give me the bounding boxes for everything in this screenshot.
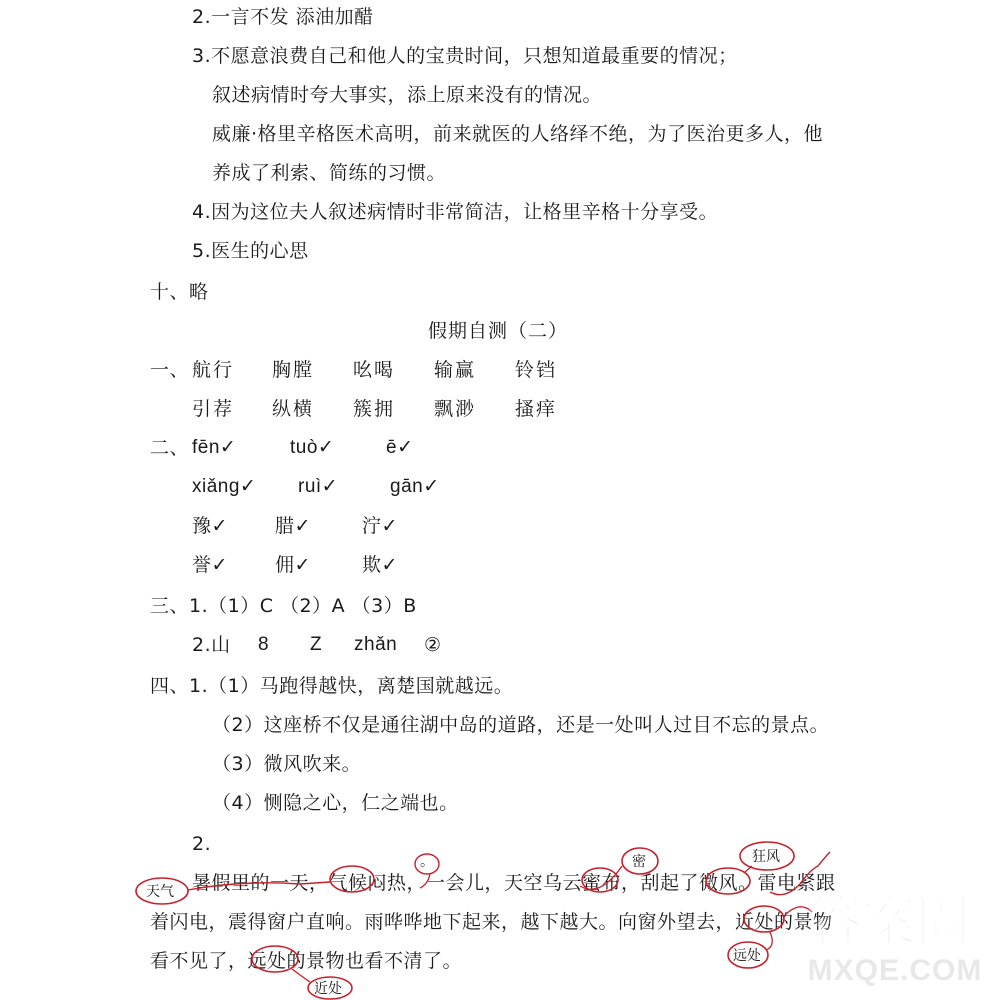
part2-item: tuò✓ xyxy=(290,437,335,458)
part2-item: 泞✓ xyxy=(362,515,398,537)
watermark xyxy=(800,878,990,988)
part1-word: 纵横 xyxy=(272,398,315,420)
part2-item: 豫✓ xyxy=(192,515,228,537)
watermark-logo-icon xyxy=(800,878,990,958)
part2-item: 誉✓ xyxy=(192,554,228,576)
part1-word: 簇拥 xyxy=(353,398,396,420)
answer-9-2: 2.一言不发 添油加醋 xyxy=(192,6,374,28)
handwriting-tianqi: 天气 xyxy=(146,884,174,900)
part1-word: 胸膛 xyxy=(272,359,315,381)
handwriting-kuangfeng: 狂风 xyxy=(752,849,780,865)
answer-9-3-line4: 养成了利索、简练的习惯。 xyxy=(212,162,447,184)
handwriting-yuanchu: 远处 xyxy=(733,948,761,964)
answer-9-3-line1: 3.不愿意浪费自己和他人的宝贵时间，只想知道最重要的情况； xyxy=(192,45,738,67)
corrected-paragraph-line3: 看不见了，远处的景物也看不清了。 xyxy=(150,950,463,972)
handwriting-dot: 。 xyxy=(420,854,434,870)
corrected-paragraph-line1: 暑假里的一天，气候闷热，一会儿，天空乌云蜜布，刮起了微风。雷电紧跟 xyxy=(192,872,836,894)
part4-sentence-4: （4）恻隐之心，仁之端也。 xyxy=(212,792,459,814)
answer-9-3-line2: 叙述病情时夸大事实，添上原来没有的情况。 xyxy=(212,84,603,106)
part3-line1: 三、1.（1）C （2）A （3）B xyxy=(150,595,417,617)
answer-9-5: 5.医生的心思 xyxy=(192,240,309,262)
part2-item: xiǎng✓ xyxy=(192,476,257,497)
part3-item: 2.山 xyxy=(192,634,231,656)
part1-word: 飘渺 xyxy=(434,398,477,420)
part4-q2: 2. xyxy=(192,833,212,855)
part1-word: 引荐 xyxy=(192,398,235,420)
part2-item: fēn✓ xyxy=(192,437,237,458)
corrected-paragraph-line2: 着闪电，震得窗户直响。雨哗哗地下起来，越下越大。向窗外望去，近处的景物 xyxy=(150,911,833,933)
part1-word: 输赢 xyxy=(434,359,477,381)
part3-item: ② xyxy=(424,634,442,656)
part3-item: zhǎn xyxy=(354,634,398,655)
part2-item: 佣✓ xyxy=(275,554,311,576)
part1-word: 吆喝 xyxy=(353,359,396,381)
watermark-glyphs: 答案圈 xyxy=(808,890,970,953)
answer-9-3-line3: 威廉·格里辛格医术高明，前来就医的人络绎不绝，为了医治更多人，他 xyxy=(212,123,824,145)
part2-item: 欺✓ xyxy=(362,554,398,576)
part2-label: 二、 xyxy=(150,437,190,459)
part4-line1: 四、1.（1）马跑得越快，离楚国就越远。 xyxy=(150,675,514,697)
handwriting-mi: 密 xyxy=(632,854,646,870)
answer-9-4: 4.因为这位夫人叙述病情时非常简洁，让格里辛格十分享受。 xyxy=(192,201,719,223)
section-ten: 十、略 xyxy=(150,281,209,303)
part4-sentence-2: （2）这座桥不仅是通往湖中岛的道路，还是一处叫人过目不忘的景点。 xyxy=(212,714,830,736)
test-title: 假期自测（二） xyxy=(428,320,569,342)
watermark-text: MXQE.COM xyxy=(807,954,983,987)
circle-mark xyxy=(740,842,794,870)
part4-sentence-3: （3）微风吹来。 xyxy=(212,753,362,775)
part2-item: gān✓ xyxy=(390,476,440,497)
part1-word: 搔痒 xyxy=(515,398,558,420)
circle-mark xyxy=(136,878,188,904)
part1-word: 铃铛 xyxy=(515,359,558,381)
arrow-line xyxy=(766,932,772,950)
part2-item: 腊✓ xyxy=(275,515,311,537)
part1-word: 航行 xyxy=(192,359,235,381)
part2-item: ē✓ xyxy=(386,437,414,458)
part3-item: 8 xyxy=(258,634,270,655)
circle-mark xyxy=(308,977,352,999)
part2-item: ruì✓ xyxy=(298,476,339,497)
handwriting-jinchu: 近处 xyxy=(314,981,342,997)
part1-label: 一、 xyxy=(150,359,190,381)
part3-item: Z xyxy=(310,634,323,655)
circle-mark xyxy=(728,942,768,968)
